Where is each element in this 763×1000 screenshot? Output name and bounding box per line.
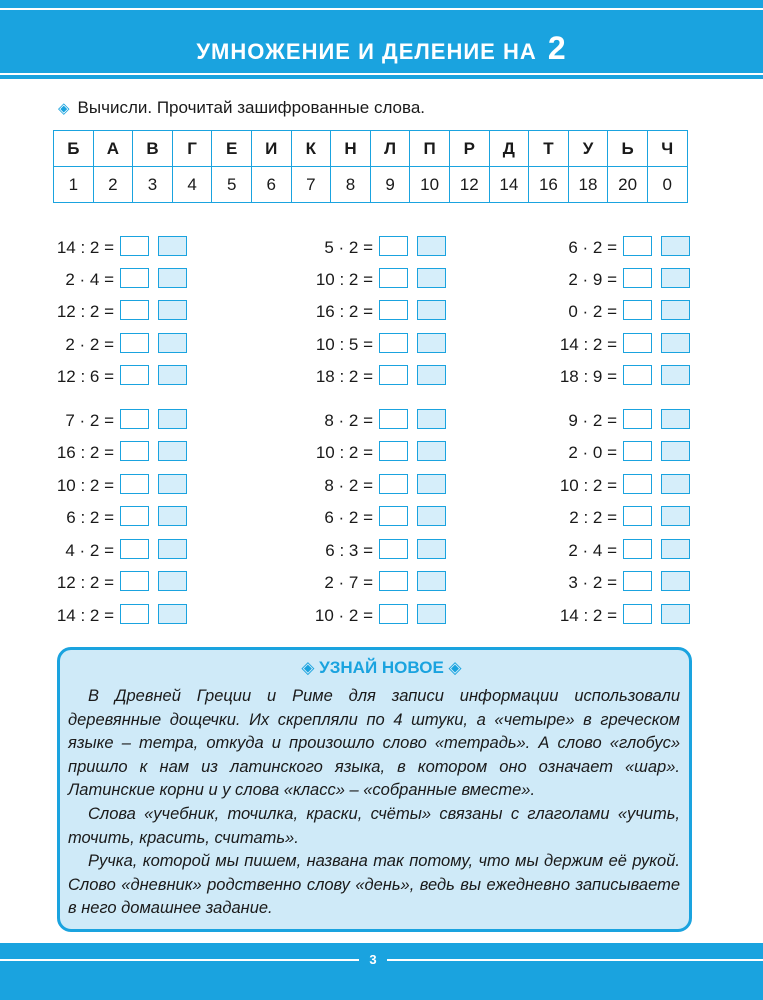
letter-box[interactable] <box>661 236 690 256</box>
exercise-row <box>0 367 617 389</box>
exercise-expression: 14 : 2 = <box>56 238 114 257</box>
exercise-expression: 5 · 2 = <box>324 238 373 257</box>
cipher-number: 20 <box>608 167 648 203</box>
cipher-letter: А <box>93 131 133 167</box>
info-paragraph-3: Ручка, которой мы пишем, названа так потому, что мы держим её рукой. Слово «дневник» родственно слову «день», ведь вы ежедневно записываете в него домашнее задание. <box>68 852 680 918</box>
info-title: ◈ УЗНАЙ НОВОЕ ◈ <box>301 658 462 677</box>
exercise-row <box>0 443 617 465</box>
exercise-expression: 2 · 7 = <box>324 573 373 592</box>
header-stripe-top <box>0 8 763 10</box>
exercise-expression: 4 · 2 = <box>65 541 114 560</box>
exercise-row <box>0 270 617 292</box>
exercise-expression: 2 · 2 = <box>65 335 114 354</box>
exercise-expression: 3 · 2 = <box>568 573 617 592</box>
exercise-expression: 6 · 2 = <box>568 238 617 257</box>
exercise-row <box>0 335 617 357</box>
cipher-numbers-row <box>54 167 688 203</box>
letter-box[interactable] <box>661 268 690 288</box>
cipher-letter: К <box>291 131 331 167</box>
cipher-letter: В <box>133 131 173 167</box>
exercise-expression: 7 · 2 = <box>65 411 114 430</box>
cipher-letter: Ч <box>647 131 687 167</box>
exercise-expression: 10 · 2 = <box>314 606 373 625</box>
answer-box[interactable] <box>623 236 652 256</box>
answer-box[interactable] <box>623 268 652 288</box>
exercise-expression: 14 : 2 = <box>559 335 617 354</box>
exercise-expression: 16 : 2 = <box>315 302 373 321</box>
cipher-number: 6 <box>251 167 291 203</box>
header-stripe-bottom <box>0 73 763 75</box>
answer-box[interactable] <box>623 300 652 320</box>
cipher-letter: Б <box>54 131 94 167</box>
answer-box[interactable] <box>623 333 652 353</box>
task-text: Вычисли. Прочитай зашифрованные слова. <box>77 98 426 117</box>
letter-box[interactable] <box>661 506 690 526</box>
cipher-letter: Н <box>331 131 371 167</box>
letter-box[interactable] <box>661 539 690 559</box>
letter-box[interactable] <box>661 474 690 494</box>
exercise-row <box>0 411 617 433</box>
cipher-letter: Е <box>212 131 252 167</box>
cipher-number: 3 <box>133 167 173 203</box>
exercise-expression: 18 : 2 = <box>315 367 373 386</box>
cipher-letter: Р <box>449 131 489 167</box>
answer-box[interactable] <box>623 539 652 559</box>
cipher-letter: И <box>251 131 291 167</box>
answer-box[interactable] <box>623 571 652 591</box>
cipher-letters-row <box>54 131 688 167</box>
info-text <box>68 685 680 921</box>
exercise-row <box>0 476 617 498</box>
exercise-expression: 12 : 2 = <box>56 302 114 321</box>
diamond-icon: ◈ <box>58 100 70 117</box>
answer-box[interactable] <box>623 604 652 624</box>
cipher-number: 2 <box>93 167 133 203</box>
cipher-number: 12 <box>449 167 489 203</box>
answer-box[interactable] <box>623 506 652 526</box>
cipher-letter: Ь <box>608 131 648 167</box>
exercise-expression: 16 : 2 = <box>56 443 114 462</box>
exercise-expression: 6 : 3 = <box>325 541 373 560</box>
exercise-expression: 10 : 2 = <box>315 270 373 289</box>
cipher-number: 0 <box>647 167 687 203</box>
cipher-number: 9 <box>370 167 410 203</box>
letter-box[interactable] <box>661 604 690 624</box>
letter-box[interactable] <box>661 300 690 320</box>
exercise-row <box>0 238 617 260</box>
exercise-expression: 14 : 2 = <box>559 606 617 625</box>
page-number: 3 <box>359 951 387 969</box>
cipher-number: 4 <box>172 167 212 203</box>
exercise-expression: 8 · 2 = <box>324 411 373 430</box>
title-number: 2 <box>547 30 567 66</box>
exercise-expression: 2 · 9 = <box>568 270 617 289</box>
info-paragraph-1: В Древней Греции и Риме для записи информации использовали деревянные дощечки. Их скрепляли по 4 штуки, а «четыре» в греческом языке – тетра, откуда и произошло слово «тетрадь». А слово «глобус» пришло к нам из латинского языка, в котором оно означает «шар». Латинские корни и у слова «класс» – «собранные вместе». <box>68 687 680 800</box>
cipher-number: 1 <box>54 167 94 203</box>
exercise-row <box>0 541 617 563</box>
cipher-letter: Д <box>489 131 529 167</box>
cipher-letter: П <box>410 131 450 167</box>
task-instruction <box>58 98 425 118</box>
cipher-number: 14 <box>489 167 529 203</box>
exercise-row <box>0 302 617 324</box>
answer-box[interactable] <box>623 365 652 385</box>
exercise-row <box>0 508 617 530</box>
exercise-expression: 2 · 0 = <box>568 443 617 462</box>
exercise-row <box>0 573 617 595</box>
info-paragraph-2: Слова «учебник, точилка, краски, счёты» связаны с глаголами «учить, точить, красить, считать». <box>68 804 680 847</box>
exercise-expression: 18 : 9 = <box>559 367 617 386</box>
cipher-table <box>53 130 688 203</box>
exercise-expression: 9 · 2 = <box>568 411 617 430</box>
exercise-expression: 10 : 2 = <box>315 443 373 462</box>
exercise-expression: 10 : 2 = <box>56 476 114 495</box>
answer-box[interactable] <box>623 441 652 461</box>
cipher-letter: У <box>568 131 608 167</box>
exercise-expression: 2 · 4 = <box>568 541 617 560</box>
exercise-expression: 6 · 2 = <box>324 508 373 527</box>
page-title <box>0 30 763 67</box>
exercise-expression: 10 : 2 = <box>559 476 617 495</box>
cipher-number: 8 <box>331 167 371 203</box>
exercise-expression: 0 · 2 = <box>568 302 617 321</box>
exercise-expression: 10 : 5 = <box>315 335 373 354</box>
cipher-number: 18 <box>568 167 608 203</box>
letter-box[interactable] <box>661 333 690 353</box>
exercise-expression: 14 : 2 = <box>56 606 114 625</box>
answer-box[interactable] <box>623 409 652 429</box>
answer-box[interactable] <box>623 474 652 494</box>
exercise-expression: 12 : 6 = <box>56 367 114 386</box>
cipher-letter: Т <box>529 131 569 167</box>
exercise-row <box>0 606 617 628</box>
exercise-expression: 6 : 2 = <box>66 508 114 527</box>
page-footer <box>0 943 763 1000</box>
exercise-expression: 12 : 2 = <box>56 573 114 592</box>
cipher-number: 7 <box>291 167 331 203</box>
letter-box[interactable] <box>661 365 690 385</box>
exercise-expression: 8 · 2 = <box>324 476 373 495</box>
exercise-expression: 2 · 4 = <box>65 270 114 289</box>
title-text: УМНОЖЕНИЕ И ДЕЛЕНИЕ НА <box>196 39 537 64</box>
exercise-expression: 2 : 2 = <box>569 508 617 527</box>
cipher-number: 16 <box>529 167 569 203</box>
cipher-letter: Г <box>172 131 212 167</box>
cipher-number: 5 <box>212 167 252 203</box>
cipher-letter: Л <box>370 131 410 167</box>
cipher-number: 10 <box>410 167 450 203</box>
letter-box[interactable] <box>661 409 690 429</box>
letter-box[interactable] <box>661 441 690 461</box>
letter-box[interactable] <box>661 571 690 591</box>
